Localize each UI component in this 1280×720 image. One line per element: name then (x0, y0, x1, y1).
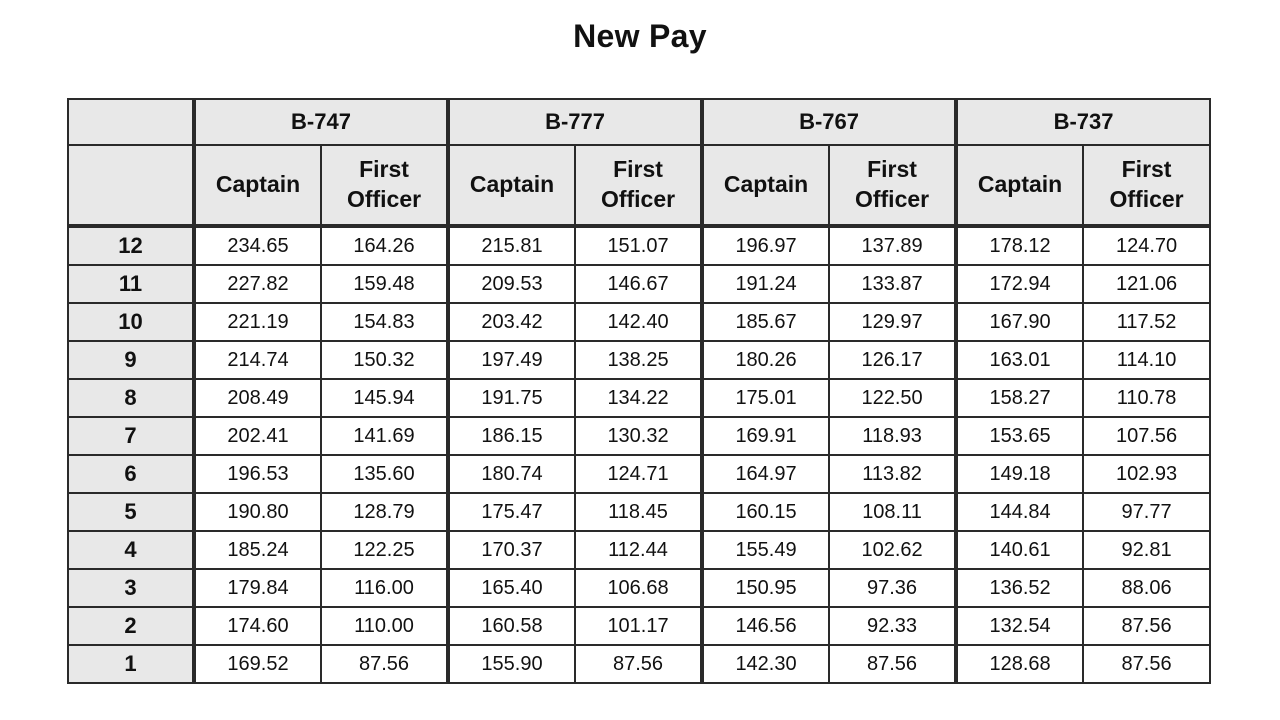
step-cell: 3 (68, 569, 194, 607)
pay-cell: 164.97 (702, 455, 829, 493)
pay-cell: 126.17 (829, 341, 956, 379)
pay-cell: 196.53 (194, 455, 321, 493)
pay-cell: 140.61 (956, 531, 1083, 569)
pay-cell: 87.56 (1083, 607, 1210, 645)
pay-cell: 175.01 (702, 379, 829, 417)
role-header-captain: Captain (956, 145, 1083, 226)
pay-cell: 102.62 (829, 531, 956, 569)
first-officer-line1: First (359, 156, 409, 183)
pay-cell: 122.25 (321, 531, 448, 569)
step-cell: 11 (68, 265, 194, 303)
pay-cell: 153.65 (956, 417, 1083, 455)
pay-cell: 158.27 (956, 379, 1083, 417)
pay-cell: 185.24 (194, 531, 321, 569)
pay-cell: 174.60 (194, 607, 321, 645)
pay-cell: 180.26 (702, 341, 829, 379)
pay-cell: 208.49 (194, 379, 321, 417)
pay-cell: 132.54 (956, 607, 1083, 645)
pay-cell: 124.71 (575, 455, 702, 493)
pay-cell: 138.25 (575, 341, 702, 379)
step-cell: 10 (68, 303, 194, 341)
table-row (68, 645, 1210, 683)
pay-cell: 160.58 (448, 607, 575, 645)
pay-cell: 167.90 (956, 303, 1083, 341)
pay-cell: 101.17 (575, 607, 702, 645)
pay-cell: 234.65 (194, 226, 321, 265)
pay-cell: 144.84 (956, 493, 1083, 531)
aircraft-header-b747: B-747 (194, 99, 448, 145)
pay-cell: 164.26 (321, 226, 448, 265)
step-header-cell (68, 145, 194, 226)
step-cell: 2 (68, 607, 194, 645)
pay-cell: 110.00 (321, 607, 448, 645)
pay-cell: 87.56 (321, 645, 448, 683)
step-cell: 5 (68, 493, 194, 531)
step-cell: 8 (68, 379, 194, 417)
table-row (68, 531, 1210, 569)
step-cell: 9 (68, 341, 194, 379)
pay-cell: 203.42 (448, 303, 575, 341)
pay-cell: 134.22 (575, 379, 702, 417)
pay-cell: 180.74 (448, 455, 575, 493)
pay-cell: 114.10 (1083, 341, 1210, 379)
pay-cell: 146.67 (575, 265, 702, 303)
pay-cell: 87.56 (1083, 645, 1210, 683)
step-cell: 12 (68, 226, 194, 265)
pay-cell: 117.52 (1083, 303, 1210, 341)
pay-cell: 113.82 (829, 455, 956, 493)
pay-cell: 129.97 (829, 303, 956, 341)
pay-cell: 116.00 (321, 569, 448, 607)
role-header-captain: Captain (702, 145, 829, 226)
role-header-first-officer (575, 145, 702, 226)
pay-cell: 221.19 (194, 303, 321, 341)
table-row (68, 379, 1210, 417)
pay-cell: 97.36 (829, 569, 956, 607)
table-row (68, 341, 1210, 379)
first-officer-line1: First (867, 156, 917, 183)
pay-cell: 136.52 (956, 569, 1083, 607)
table-row (68, 226, 1210, 265)
pay-cell: 196.97 (702, 226, 829, 265)
aircraft-header-b777: B-777 (448, 99, 702, 145)
role-header-captain: Captain (194, 145, 321, 226)
table-row (68, 569, 1210, 607)
pay-cell: 155.90 (448, 645, 575, 683)
pay-cell: 110.78 (1083, 379, 1210, 417)
pay-cell: 172.94 (956, 265, 1083, 303)
pay-cell: 214.74 (194, 341, 321, 379)
pay-cell: 170.37 (448, 531, 575, 569)
pay-cell: 209.53 (448, 265, 575, 303)
table-row (68, 607, 1210, 645)
pay-cell: 178.12 (956, 226, 1083, 265)
step-cell: 4 (68, 531, 194, 569)
pay-cell: 154.83 (321, 303, 448, 341)
pay-cell: 118.45 (575, 493, 702, 531)
pay-cell: 87.56 (829, 645, 956, 683)
pay-cell: 150.95 (702, 569, 829, 607)
role-header-captain: Captain (448, 145, 575, 226)
pay-cell: 87.56 (575, 645, 702, 683)
pay-cell: 159.48 (321, 265, 448, 303)
table-row (68, 265, 1210, 303)
pay-cell: 124.70 (1083, 226, 1210, 265)
step-cell: 7 (68, 417, 194, 455)
pay-cell: 227.82 (194, 265, 321, 303)
pay-cell: 112.44 (575, 531, 702, 569)
table-row (68, 455, 1210, 493)
role-header-first-officer (321, 145, 448, 226)
role-header-first-officer (829, 145, 956, 226)
pay-cell: 107.56 (1083, 417, 1210, 455)
pay-cell: 155.49 (702, 531, 829, 569)
pay-cell: 175.47 (448, 493, 575, 531)
corner-cell (68, 99, 194, 145)
pay-cell: 215.81 (448, 226, 575, 265)
aircraft-header-b737: B-737 (956, 99, 1210, 145)
pay-cell: 102.93 (1083, 455, 1210, 493)
role-header-first-officer (1083, 145, 1210, 226)
first-officer-line2: Officer (854, 186, 930, 212)
pay-cell: 146.56 (702, 607, 829, 645)
pay-cell: 97.77 (1083, 493, 1210, 531)
pay-cell: 185.67 (702, 303, 829, 341)
pay-cell: 169.91 (702, 417, 829, 455)
pay-cell: 137.89 (829, 226, 956, 265)
pay-table (67, 98, 1211, 684)
aircraft-header-row (68, 99, 1210, 145)
pay-cell: 142.40 (575, 303, 702, 341)
pay-cell: 151.07 (575, 226, 702, 265)
first-officer-line2: Officer (1109, 186, 1184, 212)
pay-cell: 165.40 (448, 569, 575, 607)
pay-cell: 122.50 (829, 379, 956, 417)
pay-cell: 133.87 (829, 265, 956, 303)
pay-cell: 191.24 (702, 265, 829, 303)
aircraft-header-b767: B-767 (702, 99, 956, 145)
pay-cell: 163.01 (956, 341, 1083, 379)
pay-cell: 135.60 (321, 455, 448, 493)
pay-cell: 88.06 (1083, 569, 1210, 607)
pay-cell: 191.75 (448, 379, 575, 417)
pay-cell: 145.94 (321, 379, 448, 417)
page-title: New Pay (573, 18, 707, 54)
pay-cell: 128.68 (956, 645, 1083, 683)
pay-cell: 190.80 (194, 493, 321, 531)
pay-cell: 169.52 (194, 645, 321, 683)
step-cell: 1 (68, 645, 194, 683)
first-officer-line2: Officer (346, 186, 422, 212)
pay-cell: 106.68 (575, 569, 702, 607)
pay-cell: 160.15 (702, 493, 829, 531)
first-officer-line1: First (613, 156, 663, 183)
table-row (68, 417, 1210, 455)
pay-cell: 141.69 (321, 417, 448, 455)
pay-cell: 149.18 (956, 455, 1083, 493)
pay-cell: 121.06 (1083, 265, 1210, 303)
step-cell: 6 (68, 455, 194, 493)
pay-cell: 142.30 (702, 645, 829, 683)
pay-cell: 128.79 (321, 493, 448, 531)
pay-cell: 202.41 (194, 417, 321, 455)
pay-cell: 118.93 (829, 417, 956, 455)
pay-cell: 108.11 (829, 493, 956, 531)
pay-cell: 130.32 (575, 417, 702, 455)
role-header-row (68, 145, 1210, 226)
first-officer-line1: First (1121, 156, 1172, 183)
pay-cell: 179.84 (194, 569, 321, 607)
pay-table-body (68, 226, 1210, 683)
first-officer-line2: Officer (600, 186, 676, 212)
pay-cell: 92.81 (1083, 531, 1210, 569)
pay-cell: 186.15 (448, 417, 575, 455)
table-row (68, 493, 1210, 531)
pay-cell: 150.32 (321, 341, 448, 379)
table-row (68, 303, 1210, 341)
pay-cell: 197.49 (448, 341, 575, 379)
pay-cell: 92.33 (829, 607, 956, 645)
